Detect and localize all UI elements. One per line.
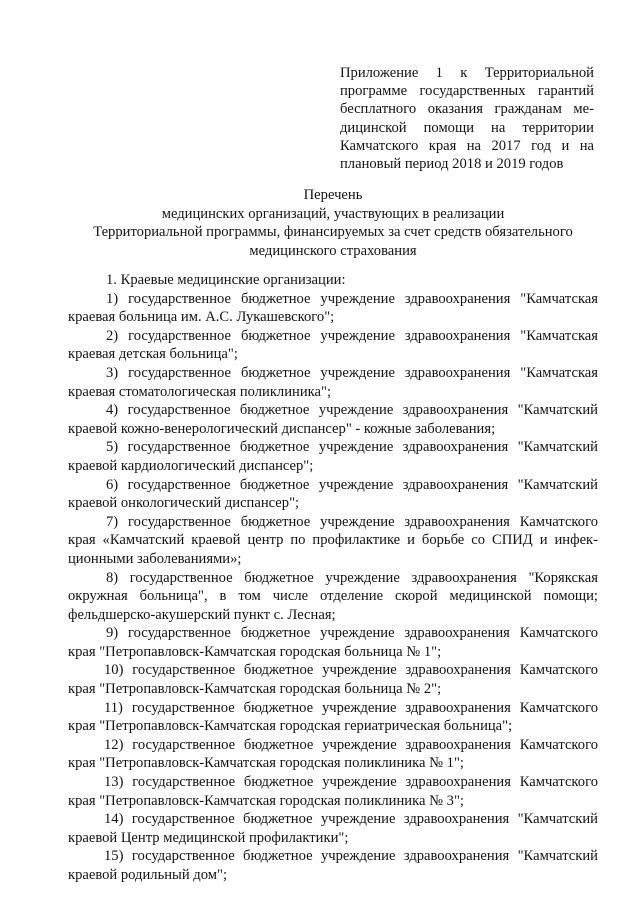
organization-list (68, 271, 598, 885)
list-item: 9) государственное бюджетное учреждение здравоохранения Камчатского (106, 625, 598, 642)
list-item: 4) государственное бюджетное учреждение здравоохранения "Камчатский (106, 402, 598, 419)
list-item: 10) государственное бюджетное учреждение здравоохранения Камчатского (104, 662, 598, 679)
list-item: краевой Центр медицинской профилактики"; (68, 829, 349, 846)
list-item: фельдшерско-акушерский пункт с. Лесная; (68, 606, 336, 623)
document-title (68, 186, 598, 260)
list-item: 2) государственное бюджетное учреждение здравоохранения "Камчатская (106, 327, 598, 344)
list-item: 14) государственное бюджетное учреждение здравоохранения "Камчатский (104, 811, 598, 828)
appendix-line: дицинской помощи на территории (340, 119, 594, 136)
list-item: края "Петропавловск-Камчатская городская больница № 1"; (68, 643, 442, 660)
list-item: краевой родильный дом"; (68, 867, 227, 883)
list-item: края «Камчатский краевой центр по профилактике и борьбе со СПИД и инфек- (68, 532, 598, 549)
list-item: 15) государственное бюджетное учреждение здравоохранения "Камчатский (104, 848, 598, 865)
list-item: края "Петропавловск-Камчатская городская поликлиника № 3"; (68, 792, 464, 809)
appendix-line: Приложение 1 к Территориальной (340, 65, 594, 81)
title-heading: Перечень (303, 187, 363, 203)
appendix-line: Камчатского края на 2017 год и на (340, 137, 594, 154)
list-item: ционными заболеваниями»; (68, 550, 242, 567)
appendix-line: программе государственных гарантий (340, 83, 594, 100)
appendix-line: бесплатного оказания гражданам ме- (340, 101, 594, 118)
list-item: 11) государственное бюджетное учреждение здравоохранения Камчатского (104, 699, 598, 716)
list-item: краевая детская больница"; (68, 346, 238, 363)
appendix-line: плановый период 2018 и 2019 годов (340, 156, 564, 173)
list-item: краевой кардиологический диспансер"; (68, 457, 314, 474)
list-item: окружная больница", в том числе отделение скорой медицинской помощи; (68, 588, 598, 605)
list-item: 6) государственное бюджетное учреждение здравоохранения "Камчатский (106, 476, 598, 493)
list-item: 3) государственное бюджетное учреждение здравоохранения "Камчатская (106, 364, 598, 381)
list-item: края "Петропавловск-Камчатская городская больница № 2"; (68, 681, 442, 698)
list-item: 7) государственное бюджетное учреждение здравоохранения Камчатского (106, 513, 598, 530)
list-item: 5) государственное бюджетное учреждение здравоохранения "Камчатский (106, 439, 598, 456)
list-item: краевая больница им. А.С. Лукашевского"; (68, 309, 335, 326)
list-item: краевая стоматологическая поликлиника"; (68, 383, 331, 400)
section-heading: 1. Краевые медицинские организации: (106, 272, 346, 288)
list-item: 1) государственное бюджетное учреждение здравоохранения "Камчатская (106, 290, 598, 307)
list-item: 12) государственное бюджетное учреждение здравоохранения Камчатского (104, 736, 598, 753)
list-item: краевой онкологический диспансер"; (68, 495, 300, 512)
title-line: Территориальной программы, финансируемых за счет средств обязательного (93, 224, 573, 240)
title-line: медицинского страхования (249, 242, 417, 259)
list-item: края "Петропавловск-Камчатская городская гериатрическая больница"; (68, 718, 513, 735)
list-item: края "Петропавловск-Камчатская городская поликлиника № 1"; (68, 755, 464, 772)
list-item: краевой кожно-венерологический диспансер" - кожные заболевания; (68, 420, 496, 437)
appendix-note (340, 64, 594, 173)
title-line: медицинских организаций, участвующих в реализации (161, 205, 505, 222)
list-item: 13) государственное бюджетное учреждение здравоохранения Камчатского (104, 774, 598, 791)
list-item: 8) государственное бюджетное учреждение здравоохранения "Корякская (106, 569, 598, 586)
